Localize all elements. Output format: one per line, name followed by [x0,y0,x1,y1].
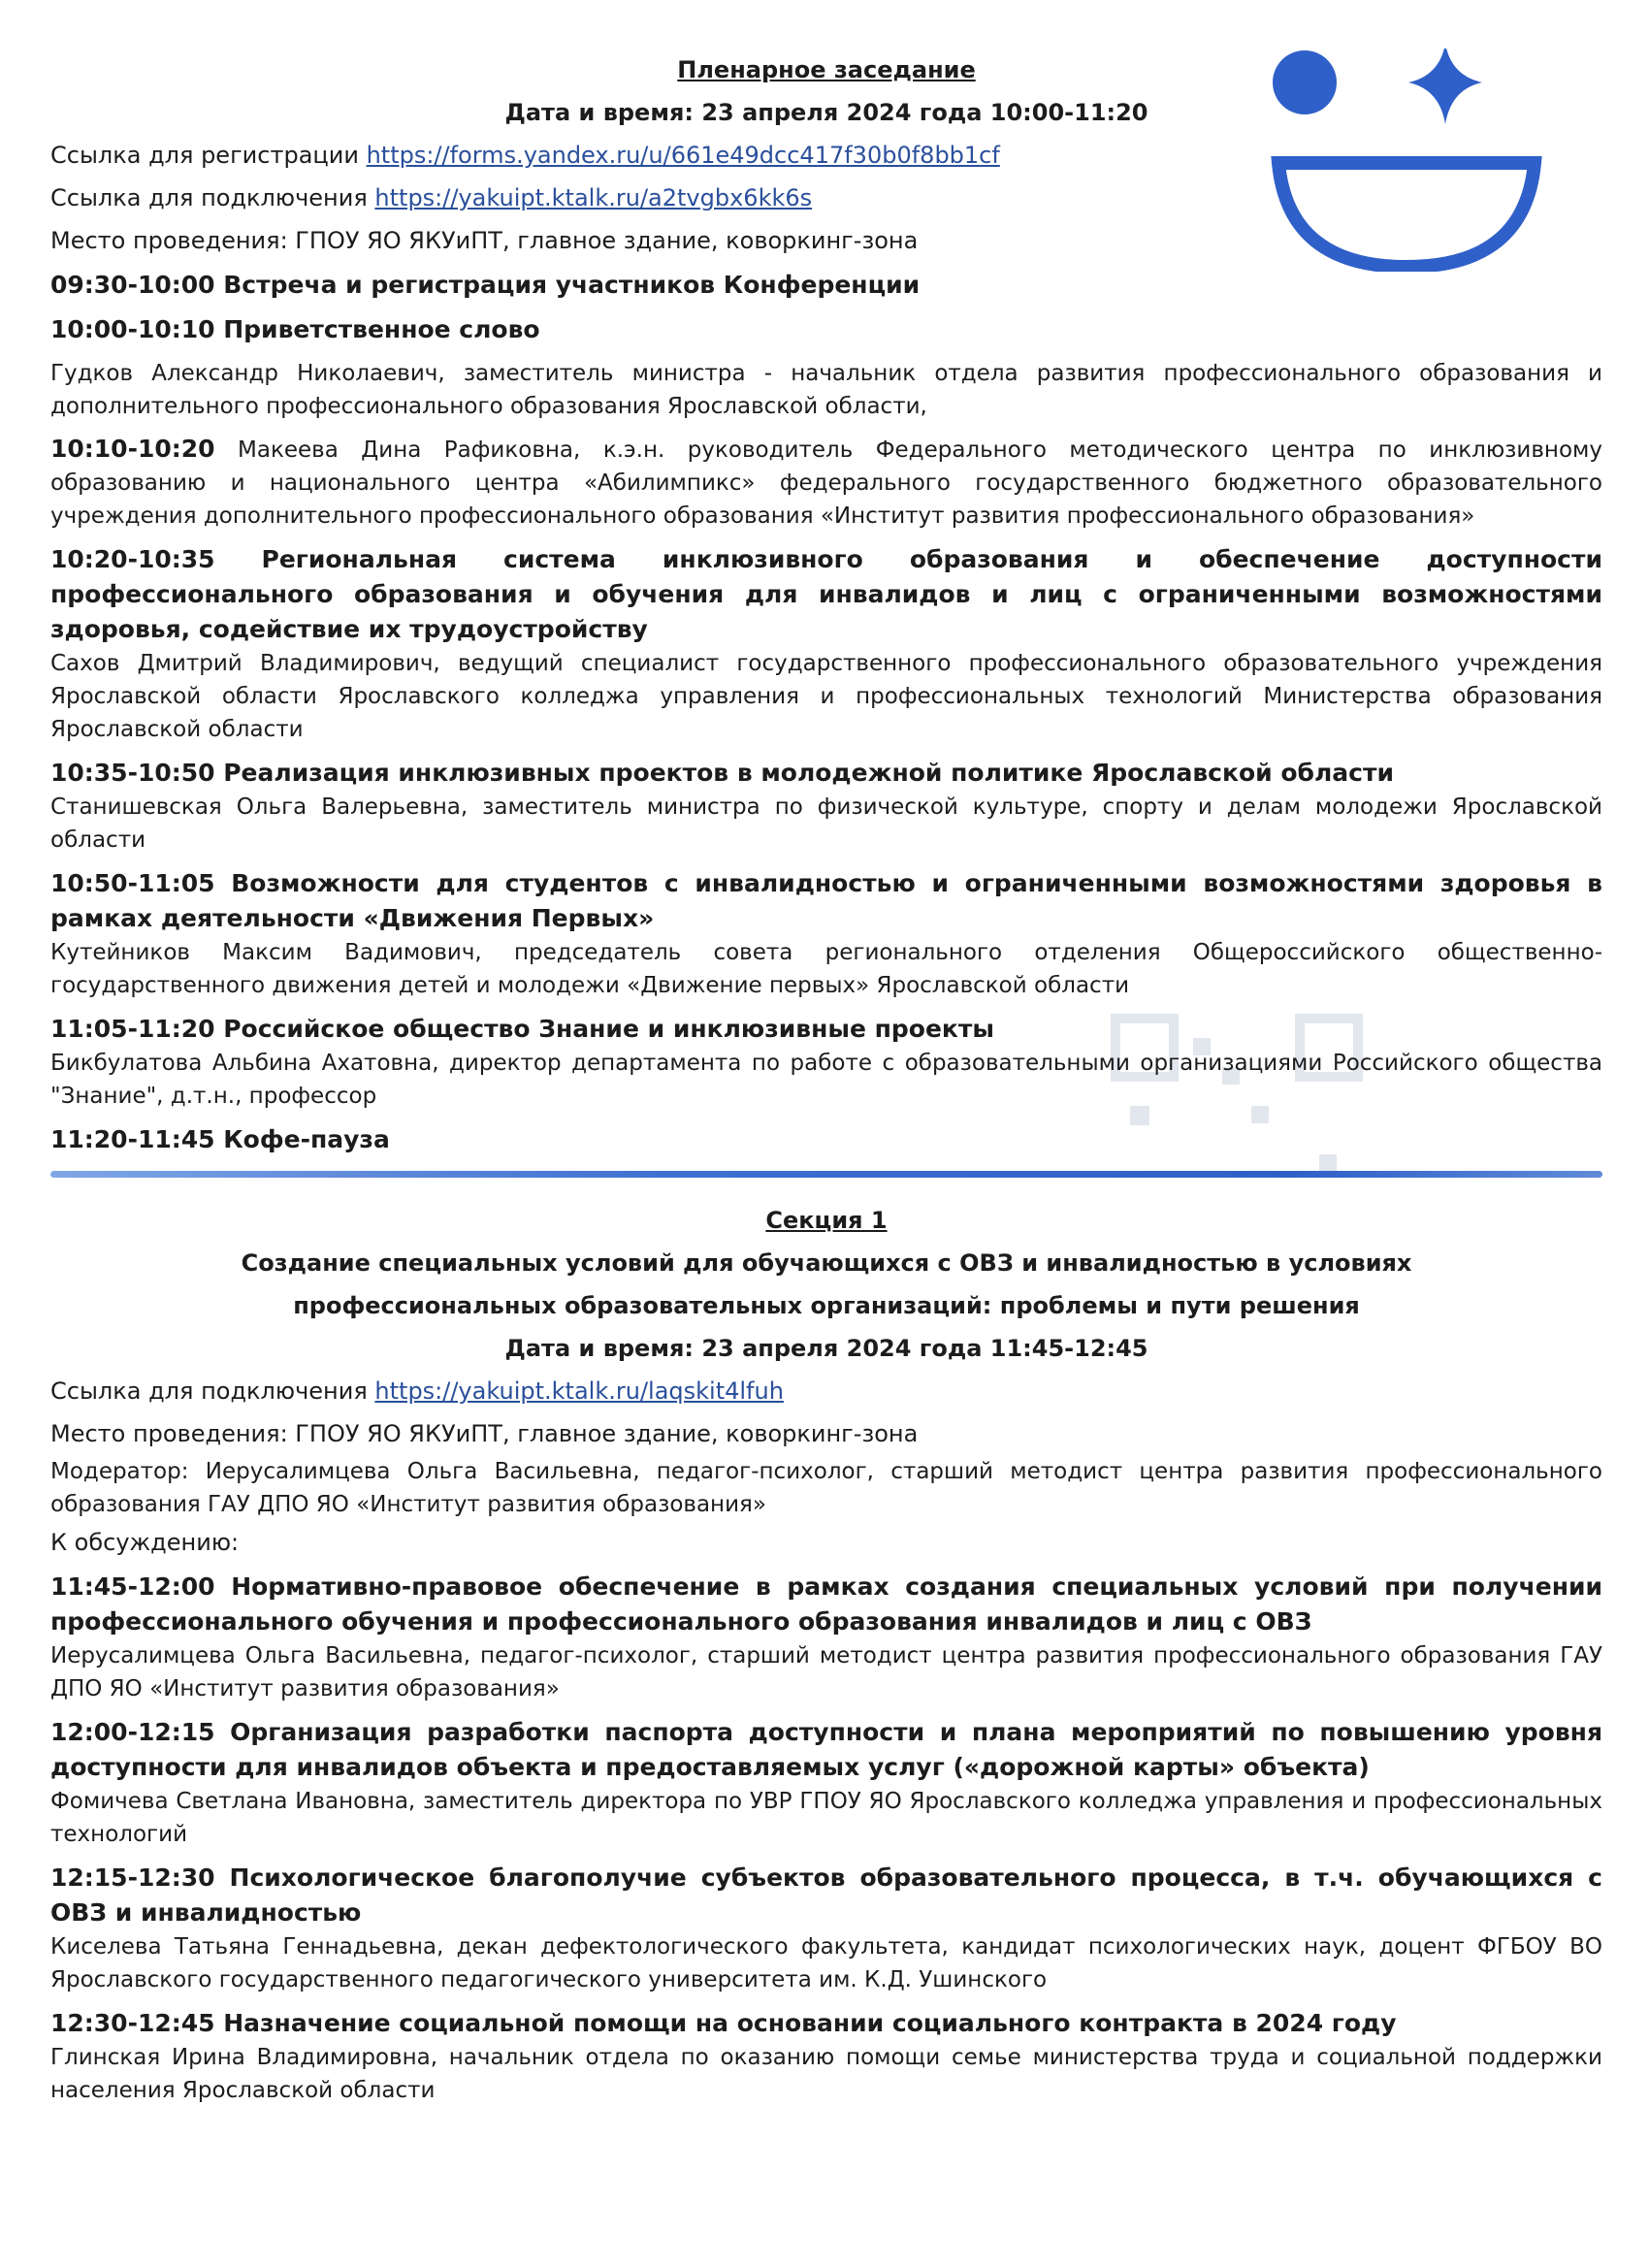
agenda-item-speaker: Глинская Ирина Владимировна, начальник отдела по оказанию помощи семье министерства труда и социальной поддержки населения Ярославской области [50,2045,1602,2103]
section1-datetime: Дата и время: 23 апреля 2024 года 11:45-12:45 [504,1335,1148,1362]
plenary-venue: Место проведения: ГПОУ ЯО ЯКУиПТ, главное здание, коворкинг-зона [50,227,919,254]
agenda-item-title: 11:20-11:45 Кофе-пауза [50,1125,390,1153]
section1-venue: Место проведения: ГПОУ ЯО ЯКУиПТ, главное здание, коворкинг-зона [50,1420,919,1447]
plenary-connect-label: Ссылка для подключения [50,184,368,211]
document-content [50,49,1602,2117]
section1-subtitle-line2: профессиональных образовательных организаций: проблемы и пути решения [293,1292,1360,1319]
section1-connect-link[interactable]: https://yakuipt.ktalk.ru/laqskit4lfuh [374,1377,784,1405]
agenda-item-title: 12:30-12:45 Назначение социальной помощи на основании социального контракта в 2024 году [50,2009,1397,2037]
agenda-item-speaker: Фомичева Светлана Ивановна, заместитель директора по УВР ГПОУ ЯО Ярославского колледжа управления и профессиональных технологий [50,1789,1602,1847]
agenda-item [50,1715,1602,1851]
agenda-item-title: 11:45-12:00 Нормативно-правовое обеспечение в рамках создания специальных условий при получении профессионального обучения и профессионального образования инвалидов и лиц с ОВЗ [50,1572,1602,1636]
agenda-item [50,2006,1602,2107]
section1-subtitle-line1: Создание специальных условий для обучающихся с ОВЗ и инвалидностью в условиях [241,1249,1412,1277]
agenda-item [50,1570,1602,1705]
agenda-item-speaker: Макеева Дина Рафиковна, к.э.н. руководитель Федерального методического центра по инклюзивному образованию и национального центра «Абилимпикс» федерального государственного бюджетного образовательного учреждения дополнительного профессионального образования «Институт развития профессионального образования» [50,437,1602,529]
agenda-item-inline [50,433,1602,533]
registration-link[interactable]: https://forms.yandex.ru/u/661e49dcc417f30b0f8bb1cf [366,142,1000,169]
agenda-item [50,866,1602,1002]
plenary-title: Пленарное заседание [677,56,976,83]
section1-discussion-label: К обсуждению: [50,1529,240,1556]
agenda-item-speaker: Кутейников Максим Вадимович, председатель совета регионального отделения Общероссийского общественно-государственного движения детей и молодежи «Движение первых» Ярославской области [50,940,1602,998]
agenda-item [50,756,1602,857]
section-divider [50,1171,1602,1178]
registration-row [50,134,1602,177]
registration-label: Ссылка для регистрации [50,142,359,169]
agenda-item-speaker: Бикбулатова Альбина Ахатовна, директор департамента по работе с образовательными организациями Российского общества "Знание", д.т.н., профессор [50,1051,1602,1109]
section1-connect-label: Ссылка для подключения [50,1377,368,1405]
agenda-item-speaker: Гудков Александр Николаевич, заместитель министра - начальник отдела развития профессионального образования и дополнительного профессионального образования Ярославской области, [50,361,1602,419]
agenda-item-speaker: Киселева Татьяна Геннадьевна, декан дефектологического факультета, кандидат психологических наук, доцент ФГБОУ ВО Ярославского государственного педагогического университета им. К.Д. Ушинского [50,1934,1602,1993]
agenda-item-title: 12:00-12:15 Организация разработки паспорта доступности и плана мероприятий по повышению уровня доступности для инвалидов объекта и предоставляемых услуг («дорожной карты» объекта) [50,1718,1602,1781]
section1-title: Секция 1 [765,1207,888,1234]
agenda-item-speaker: Сахов Дмитрий Владимирович, ведущий специалист государственного профессионального образовательного учреждения Ярославской области Ярославского колледжа управления и профессиональных технологий Министерства образования Ярославской области [50,651,1602,742]
agenda-item [50,542,1602,746]
agenda-item [50,1861,1602,1996]
agenda-item-speaker: Станишевская Ольга Валерьевна, заместитель министра по физической культуре, спорту и делам молодежи Ярославской области [50,794,1602,853]
agenda-item-speaker: Иерусалимцева Ольга Васильевна, педагог-психолог, старший методист центра развития профессионального образования ГАУ ДПО ЯО «Институт развития образования» [50,1643,1602,1701]
plenary-connect-row [50,177,1602,219]
agenda-item-time: 10:10-10:20 [50,435,215,463]
agenda-item [50,1012,1602,1113]
agenda-item-title: 10:00-10:10 Приветственное слово [50,315,540,343]
section1-connect-row [50,1370,1602,1412]
agenda-item-title: 09:30-10:00 Встреча и регистрация участников Конференции [50,271,921,299]
agenda-item-title: 12:15-12:30 Психологическое благополучие субъектов образовательного процесса, в т.ч. обучающихся с ОВЗ и инвалидностью [50,1863,1602,1927]
agenda-item [50,268,1602,303]
plenary-connect-link[interactable]: https://yakuipt.ktalk.ru/a2tvgbx6kk6s [374,184,813,211]
plenary-datetime: Дата и время: 23 апреля 2024 года 10:00-11:20 [504,99,1148,126]
section1-moderator: Модератор: Иерусалимцева Ольга Васильевна, педагог-психолог, старший методист центра развития профессионального образования ГАУ ДПО ЯО «Институт развития образования» [50,1459,1602,1517]
agenda-item-title: 10:35-10:50 Реализация инклюзивных проектов в молодежной политике Ярославской области [50,759,1394,787]
agenda-item-title: 10:50-11:05 Возможности для студентов с инвалидностью и ограниченными возможностями здоровья в рамках деятельности «Движения Первых» [50,869,1602,932]
agenda-item-title: 11:05-11:20 Российское общество Знание и инклюзивные проекты [50,1015,994,1043]
agenda-item [50,433,1602,533]
agenda-item [50,1122,1602,1157]
agenda-item-title: 10:20-10:35 Региональная система инклюзивного образования и обеспечение доступности профессионального образования и обучения для инвалидов и лиц с ограниченными возможностями здоровья, содействие их трудоустройству [50,545,1602,643]
agenda-item [50,312,1602,423]
